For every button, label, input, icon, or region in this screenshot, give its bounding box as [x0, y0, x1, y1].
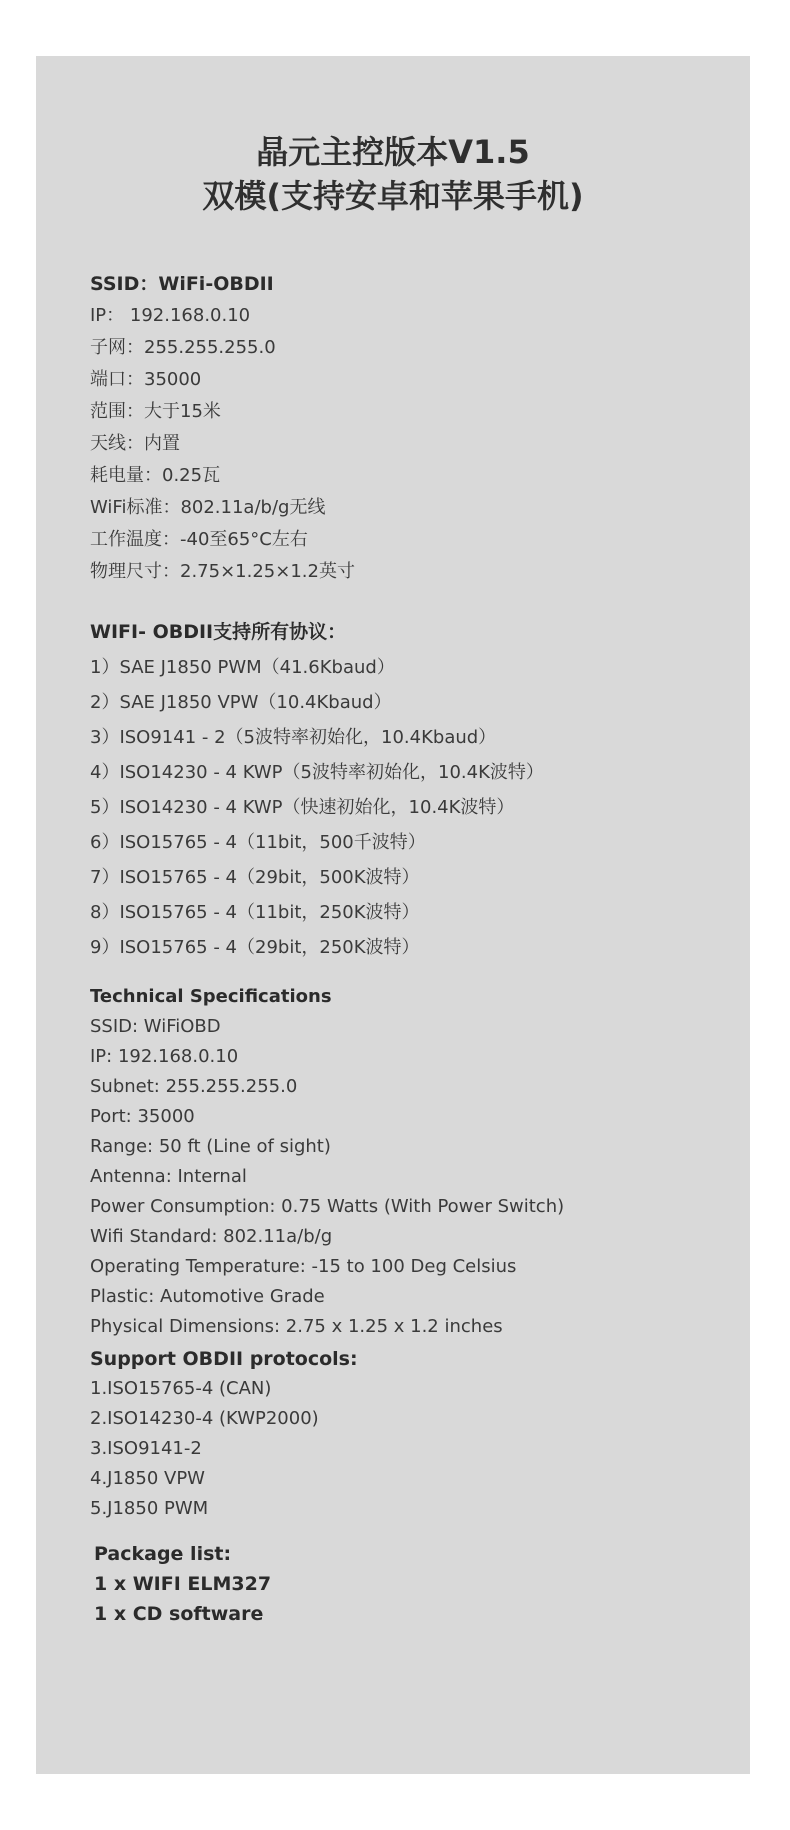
specs-en-item: Wifi Standard: 802.11a/b/g: [90, 1226, 333, 1247]
page-subtitle: 双模(支持安卓和苹果手机): [202, 177, 584, 215]
protocol-cn-item: 2）SAE J1850 VPW（10.4Kbaud）: [90, 692, 392, 713]
protocol-cn-item: 8）ISO15765 - 4（11bit，250K波特）: [90, 902, 420, 923]
page-title: 晶元主控版本V1.5: [256, 133, 530, 171]
package-list-section: [94, 1539, 734, 1629]
specs-en-item: IP: 192.168.0.10: [90, 1046, 239, 1067]
protocol-en-item: 2.ISO14230-4 (KWP2000): [90, 1408, 319, 1429]
specs-cn-item: IP： 192.168.0.10: [90, 305, 251, 326]
specs-en-item: Subnet: 255.255.255.0: [90, 1076, 298, 1097]
protocol-cn-item: 9）ISO15765 - 4（29bit，250K波特）: [90, 937, 420, 958]
specs-en-item: Physical Dimensions: 2.75 x 1.25 x 1.2 inches: [90, 1316, 503, 1337]
protocol-cn-item: 7）ISO15765 - 4（29bit，500K波特）: [90, 867, 420, 888]
package-item: 1 x CD software: [94, 1603, 264, 1625]
specs-cn-item: 端口：35000: [90, 369, 202, 390]
protocols-cn-section: [90, 614, 730, 965]
protocols-en-heading: Support OBDII protocols:: [90, 1348, 358, 1370]
specs-cn-item: 天线：内置: [90, 433, 180, 454]
specs-en-item: Power Consumption: 0.75 Watts (With Power Switch): [90, 1196, 565, 1217]
specs-en-section: [90, 982, 730, 1342]
specs-cn-heading: SSID：WiFi-OBDII: [90, 273, 274, 295]
protocols-cn-heading: WIFI- OBDII支持所有协议：: [90, 621, 347, 643]
specs-en-item: Range: 50 ft (Line of sight): [90, 1136, 331, 1157]
specs-en-item: SSID: WiFiOBD: [90, 1016, 221, 1037]
specs-en-item: Plastic: Automotive Grade: [90, 1286, 325, 1307]
specs-cn-section: [90, 268, 730, 588]
package-item: 1 x WIFI ELM327: [94, 1573, 272, 1595]
protocol-en-item: 4.J1850 VPW: [90, 1468, 205, 1489]
protocol-en-item: 1.ISO15765-4 (CAN): [90, 1378, 272, 1399]
protocol-cn-item: 4）ISO14230 - 4 KWP（5波特率初始化，10.4K波特）: [90, 762, 544, 783]
protocol-cn-item: 3）ISO9141 - 2（5波特率初始化，10.4Kbaud）: [90, 727, 497, 748]
specs-cn-item: WiFi标准：802.11a/b/g无线: [90, 497, 326, 518]
specs-en-item: Operating Temperature: -15 to 100 Deg Celsius: [90, 1256, 517, 1277]
specs-en-item: Antenna: Internal: [90, 1166, 247, 1187]
specs-cn-item: 子网：255.255.255.0: [90, 337, 276, 358]
specs-cn-item: 耗电量：0.25瓦: [90, 465, 221, 486]
protocol-cn-item: 1）SAE J1850 PWM（41.6Kbaud）: [90, 657, 395, 678]
protocols-en-section: [90, 1344, 730, 1524]
content-panel: [36, 56, 750, 1774]
specs-cn-item: 范围：大于15米: [90, 401, 221, 422]
protocol-cn-item: 6）ISO15765 - 4（11bit，500千波特）: [90, 832, 426, 853]
package-list-heading: Package list:: [94, 1543, 232, 1565]
protocol-en-item: 3.ISO9141-2: [90, 1438, 202, 1459]
protocol-cn-item: 5）ISO14230 - 4 KWP（快速初始化，10.4K波特）: [90, 797, 515, 818]
specs-en-item: Port: 35000: [90, 1106, 195, 1127]
protocol-en-item: 5.J1850 PWM: [90, 1498, 209, 1519]
specs-en-heading: Technical Specifications: [90, 986, 332, 1007]
specs-cn-item: 工作温度：-40至65°C左右: [90, 529, 308, 550]
specs-cn-item: 物理尺寸：2.75×1.25×1.2英寸: [90, 561, 355, 582]
